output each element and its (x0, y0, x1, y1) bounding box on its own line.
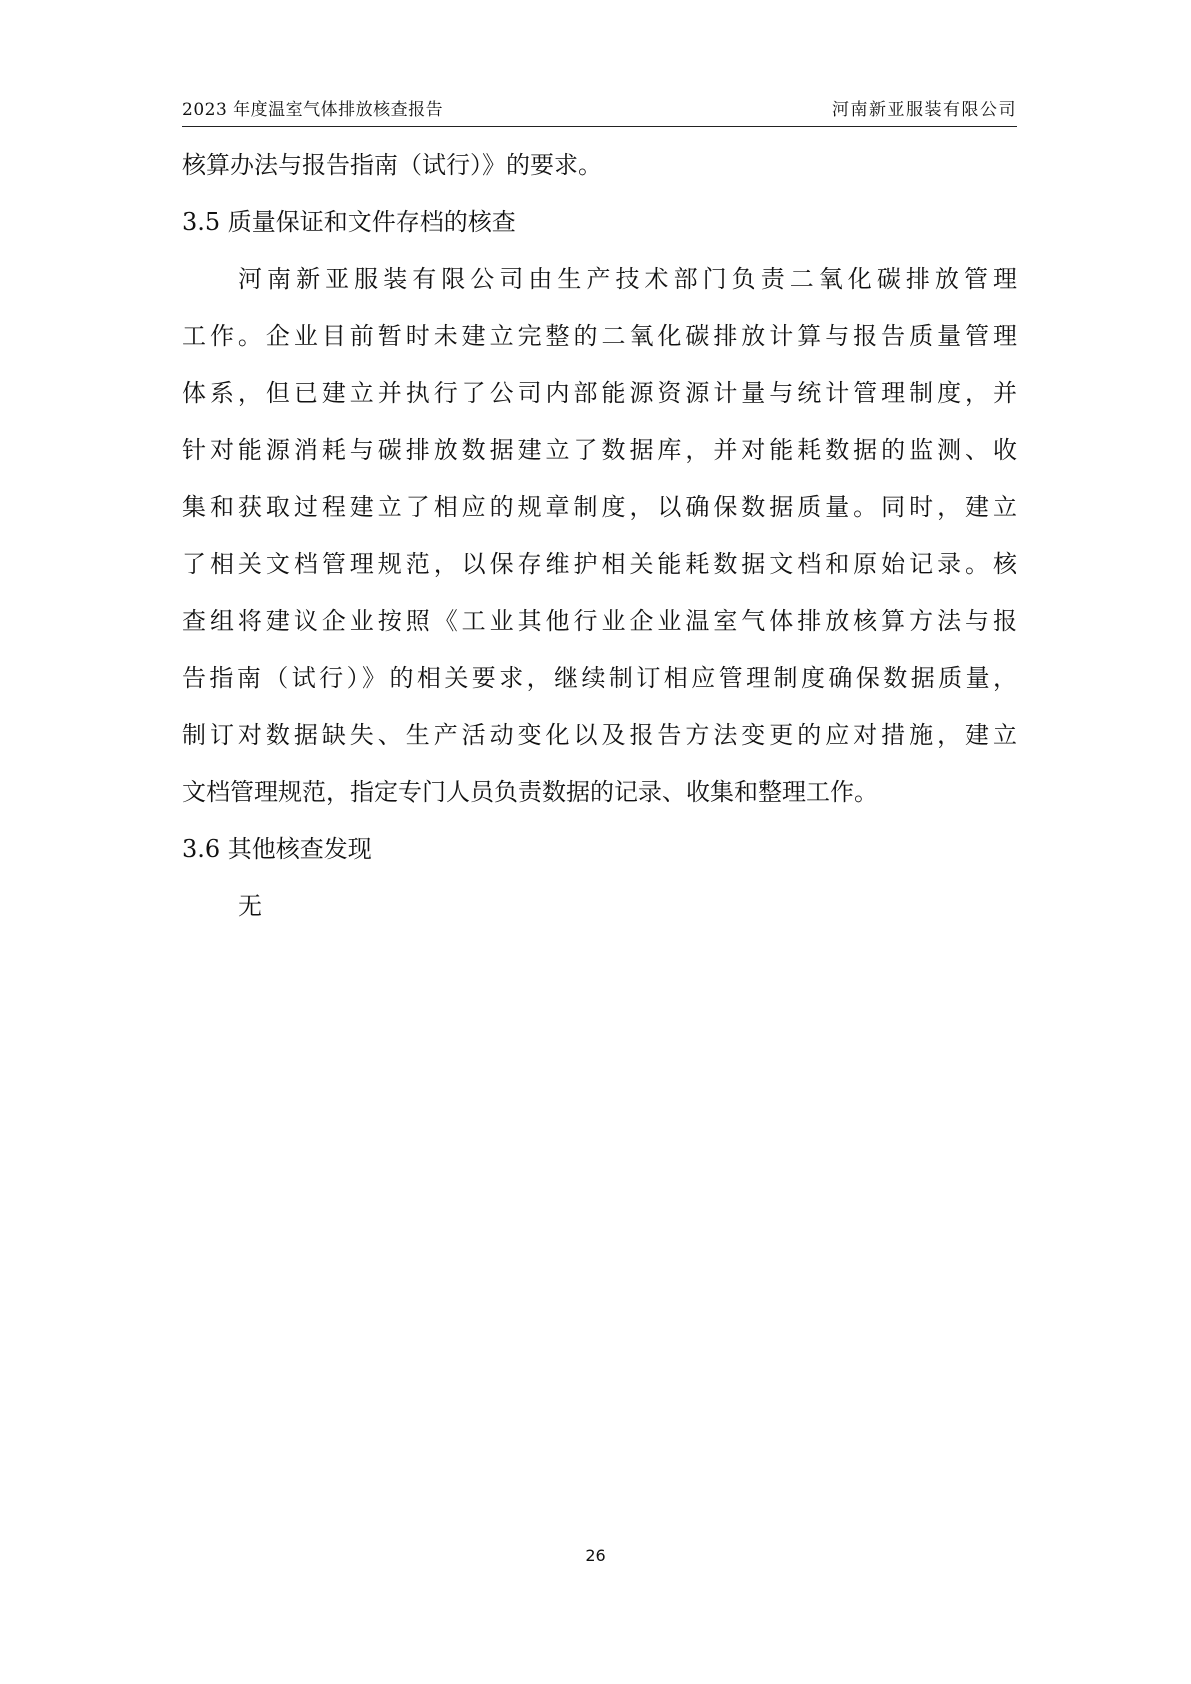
paragraph-line: 告指南（试行）》的相关要求，继续制订相应管理制度确保数据质量， (182, 664, 1017, 692)
section-heading-3-6: 3.6 其他核查发现 (182, 835, 372, 863)
company-name: 河南新亚服装有限公司 (832, 100, 1017, 120)
page-number: 26 (585, 1546, 606, 1565)
paragraph-line: 河南新亚服装有限公司由生产技术部门负责二氧化碳排放管理 (238, 265, 1017, 293)
report-title: 2023 年度温室气体排放核查报告 (182, 100, 444, 120)
paragraph-line: 查组将建议企业按照《工业其他行业企业温室气体排放核算方法与报 (182, 607, 1017, 635)
paragraph-line: 文档管理规范，指定专门人员负责数据的记录、收集和整理工作。 (182, 778, 878, 806)
paragraph-line: 针对能源消耗与碳排放数据建立了数据库，并对能耗数据的监测、收 (182, 436, 1017, 464)
section-content: 无 (238, 892, 262, 920)
section-heading-3-5: 3.5 质量保证和文件存档的核查 (182, 208, 516, 236)
paragraph-line: 体系，但已建立并执行了公司内部能源资源计量与统计管理制度，并 (182, 379, 1017, 407)
paragraph-continuation: 核算办法与报告指南（试行）》的要求。 (182, 151, 602, 179)
paragraph-line: 制订对数据缺失、生产活动变化以及报告方法变更的应对措施，建立 (182, 721, 1017, 749)
page-header (182, 93, 1017, 127)
paragraph-line: 工作。企业目前暂时未建立完整的二氧化碳排放计算与报告质量管理 (182, 322, 1017, 350)
paragraph-line: 了相关文档管理规范，以保存维护相关能耗数据文档和原始记录。核 (182, 550, 1017, 578)
paragraph-line: 集和获取过程建立了相应的规章制度，以确保数据质量。同时，建立 (182, 493, 1017, 521)
